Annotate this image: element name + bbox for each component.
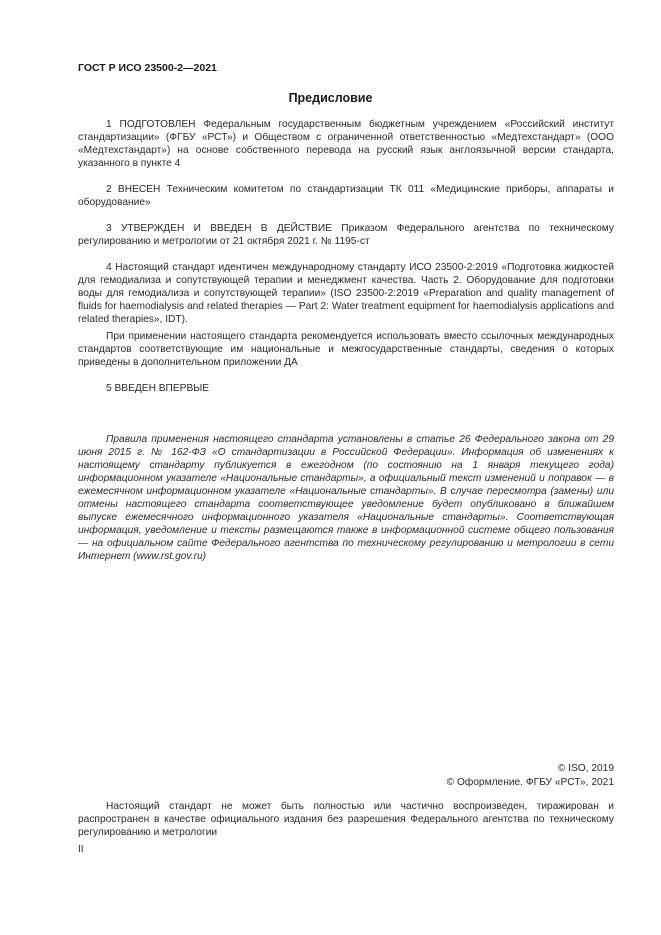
paragraph-introduced-first: 5 ВВЕДЕН ВПЕРВЫЕ bbox=[106, 383, 210, 394]
paragraph-prepared-by: 1 ПОДГОТОВЛЕН Федеральным государственным бюджетным учреждением «Российский институт стандартизации» (ФГБУ «РСТ») и Обществом с ограниченной ответственностью «Медтехстандарт» (ООО «Медтехстандарт») на основе собственного перевода на русский язык англоязычной версии стандарта, указанного в пункте 4 bbox=[78, 119, 614, 169]
document-id: ГОСТ Р ИСО 23500-2—2021 bbox=[78, 62, 217, 74]
paragraph-submitted-by: 2 ВНЕСЕН Техническим комитетом по стандартизации ТК 011 «Медицинские приборы, аппараты и оборудование» bbox=[78, 184, 614, 208]
copyright-rst: © Оформление. ФГБУ «РСТ», 2021 bbox=[446, 777, 614, 788]
page-title: Предисловие bbox=[288, 91, 373, 105]
copyright-block bbox=[447, 762, 614, 790]
application-rules-notice: Правила применения настоящего стандарта установлены в статье 26 Федерального закона от 29 июня 2015 г. № 162-ФЗ «О стандартизации в Российской Федерации». Информация об изменениях к настоящему стандарту публикуется в ежегодном (по состоянию на 1 января текущего года) информационном указателе «Национальные стандарты», а официальный текст изменений и поправок — в ежемесячном информационном указателе «Национальные стандарты». В случае пересмотра (замены) или отмены настоящего стандарта соответствующее уведомление будет опубликовано в ближайшем выпуске ежемесячного информационного указателя «Национальные стандарты». Соответствующая информация, уведомление и тексты размещаются также в информационной системе общего пользования — на официальном сайте Федерального агентства по техническому регулированию и метрологии в сети Интернет (www.rst.gov.ru) bbox=[78, 434, 614, 562]
copyright-iso: © ISO, 2019 bbox=[557, 763, 614, 774]
page-number: II bbox=[78, 844, 84, 855]
paragraph-approved: 3 УТВЕРЖДЕН И ВВЕДЕН В ДЕЙСТВИЕ Приказом Федерального агентства по техническому регулированию и метрологии от 21 октября 2021 г. № 1195-ст bbox=[78, 223, 614, 247]
reproduction-notice: Настоящий стандарт не может быть полностью или частично воспроизведен, тиражирован и распространен в качестве официального издания без разрешения Федерального агентства по техническому регулированию и метрологии bbox=[78, 801, 614, 838]
paragraph-identical-standard: 4 Настоящий стандарт идентичен международному стандарту ИСО 23500-2:2019 «Подготовка жидкостей для гемодиализа и сопутствующей терапии и менеджмент качества. Часть 2. Оборудование для подготовки воды для гемодиализа и сопутствующей терапии» (ISO 23500-2:2019 «Preparation and quality management of fluids for haemodialysis and related therapies — Part 2: Water treatment equipment for haemodialysis applications and related therapies», IDT). bbox=[78, 262, 614, 325]
paragraph-references-note: При применении настоящего стандарта рекомендуется использовать вместо ссылочных международных стандартов соответствующие им национальные и межгосударственные стандарты, сведения о которых приведены в дополнительном приложении ДА bbox=[78, 331, 614, 368]
